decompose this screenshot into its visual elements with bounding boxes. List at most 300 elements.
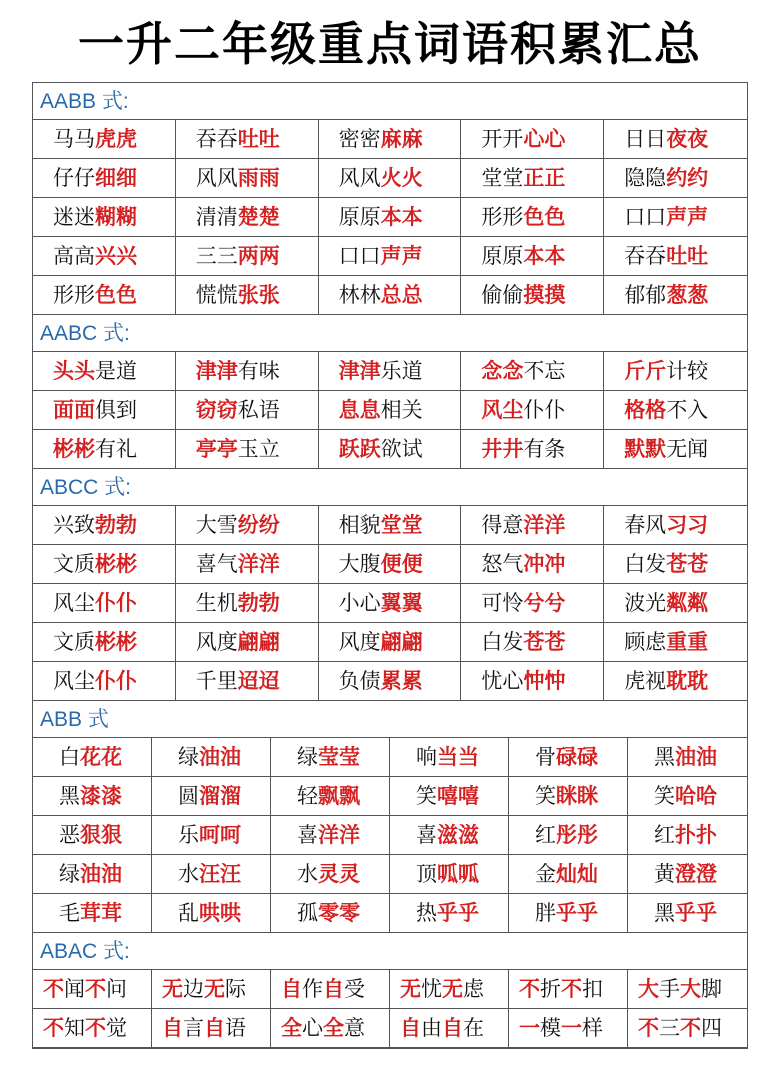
plain-text: 金: [535, 862, 556, 886]
word-cell: [604, 237, 747, 276]
highlight-text: 兴兴: [95, 244, 137, 268]
plain-text: 乐: [178, 823, 199, 847]
plain-text: 不忘: [523, 359, 566, 383]
highlight-text: 声声: [666, 205, 709, 229]
plain-text: 作: [302, 977, 323, 1001]
highlight-text: 迢迢: [237, 669, 280, 693]
highlight-text: 斤斤: [624, 359, 667, 383]
word-cell: [33, 855, 152, 894]
highlight-text: 嘻嘻: [437, 784, 479, 808]
word-cell: [152, 1009, 271, 1048]
word-cell: [319, 430, 462, 469]
plain-text: 慌慌: [195, 283, 238, 307]
highlight-text: 耽耽: [666, 669, 709, 693]
word-cell: [176, 506, 319, 545]
word-cell: [271, 738, 390, 777]
word-cell: [271, 894, 390, 933]
highlight-text: 乎乎: [437, 901, 479, 925]
plain-text: 风尘: [53, 591, 95, 615]
plain-text: 绿: [178, 745, 199, 769]
word-cell: [176, 120, 319, 159]
word-cell: [604, 545, 747, 584]
plain-text: 忧: [421, 977, 442, 1001]
word-grid: [33, 506, 747, 701]
word-cell: [461, 120, 604, 159]
highlight-text: 雨雨: [237, 166, 280, 190]
plain-text: 风风: [338, 166, 381, 190]
highlight-text: 声声: [380, 244, 423, 268]
highlight-text: 灿灿: [556, 862, 598, 886]
plain-text: 四: [701, 1016, 722, 1040]
word-cell: [33, 506, 176, 545]
highlight-text: 灵灵: [318, 862, 360, 886]
highlight-text: 狠狠: [80, 823, 122, 847]
plain-text: 风度: [338, 630, 381, 654]
plain-text: 大腹: [338, 552, 381, 576]
plain-text: 相貌: [338, 513, 381, 537]
plain-text: 恶: [59, 823, 80, 847]
word-cell: [604, 120, 747, 159]
plain-text: 顾虑: [624, 630, 667, 654]
plain-text: 绿: [297, 745, 318, 769]
plain-text: 风尘: [53, 669, 95, 693]
highlight-text: 洋洋: [523, 513, 566, 537]
word-grid: [33, 738, 747, 933]
highlight-text: 窃窃: [195, 398, 238, 422]
highlight-text: 色色: [523, 205, 566, 229]
word-cell: [319, 352, 462, 391]
plain-text: 隐隐: [624, 166, 667, 190]
plain-text: 小心: [338, 591, 381, 615]
plain-text: 波光: [624, 591, 667, 615]
plain-text: 手: [659, 977, 680, 1001]
plain-text: 黑: [654, 745, 675, 769]
word-cell: [604, 198, 747, 237]
plain-text: 原原: [481, 244, 524, 268]
word-cell: [271, 970, 390, 1009]
plain-text: 孤: [297, 901, 318, 925]
word-cell: [604, 276, 747, 315]
word-cell: [604, 159, 747, 198]
plain-text: 仔仔: [53, 166, 95, 190]
word-cell: [176, 159, 319, 198]
highlight-text: 全: [323, 1016, 344, 1040]
highlight-text: 汪汪: [199, 862, 241, 886]
plain-text: 心: [302, 1016, 323, 1040]
plain-text: 三三: [195, 244, 238, 268]
word-cell: [390, 816, 509, 855]
word-cell: [390, 777, 509, 816]
plain-text: 不入: [666, 398, 709, 422]
highlight-text: 约约: [666, 166, 709, 190]
plain-text: 模: [540, 1016, 561, 1040]
plain-text: 高高: [53, 244, 95, 268]
highlight-text: 碌碌: [556, 745, 598, 769]
word-cell: [33, 662, 176, 701]
word-cell: [319, 276, 462, 315]
highlight-text: 累累: [380, 669, 423, 693]
word-cell: [628, 894, 747, 933]
word-cell: [33, 777, 152, 816]
highlight-text: 滋滋: [437, 823, 479, 847]
highlight-text: 彤彤: [556, 823, 598, 847]
highlight-text: 不: [519, 977, 540, 1001]
plain-text: 黑: [654, 901, 675, 925]
word-cell: [33, 545, 176, 584]
highlight-text: 苍苍: [666, 552, 709, 576]
highlight-text: 油油: [675, 745, 717, 769]
word-cell: [152, 970, 271, 1009]
highlight-text: 火火: [380, 166, 423, 190]
highlight-text: 不: [638, 1016, 659, 1040]
word-cell: [461, 237, 604, 276]
plain-text: 语: [225, 1016, 246, 1040]
word-cell: [33, 894, 152, 933]
highlight-text: 勃勃: [237, 591, 280, 615]
highlight-text: 井井: [481, 437, 524, 461]
plain-text: 得意: [481, 513, 524, 537]
highlight-text: 茸茸: [80, 901, 122, 925]
plain-text: 白: [59, 745, 80, 769]
plain-text: 吞吞: [195, 127, 238, 151]
plain-text: 计较: [666, 359, 709, 383]
highlight-text: 彬彬: [53, 437, 95, 461]
highlight-text: 不: [43, 1016, 64, 1040]
highlight-text: 格格: [624, 398, 667, 422]
word-cell: [319, 623, 462, 662]
word-cell: [461, 584, 604, 623]
highlight-text: 仆仆: [95, 591, 137, 615]
plain-text: 虎视: [624, 669, 667, 693]
word-cell: [390, 894, 509, 933]
plain-text: 有礼: [95, 437, 137, 461]
word-cell: [33, 430, 176, 469]
word-cell: [604, 391, 747, 430]
plain-text: 水: [297, 862, 318, 886]
word-cell: [176, 623, 319, 662]
word-cell: [33, 276, 176, 315]
word-cell: [319, 662, 462, 701]
highlight-text: 无: [400, 977, 421, 1001]
highlight-text: 面面: [53, 398, 95, 422]
plain-text: 红: [654, 823, 675, 847]
highlight-text: 无: [204, 977, 225, 1001]
word-cell: [152, 777, 271, 816]
plain-text: 言: [183, 1016, 204, 1040]
plain-text: 响: [416, 745, 437, 769]
plain-text: 大雪: [195, 513, 238, 537]
plain-text: 风度: [195, 630, 238, 654]
highlight-text: 总总: [380, 283, 423, 307]
plain-text: 堂堂: [481, 166, 524, 190]
highlight-text: 全: [281, 1016, 302, 1040]
word-cell: [509, 738, 628, 777]
word-cell: [271, 816, 390, 855]
plain-text: 骨: [535, 745, 556, 769]
highlight-text: 糊糊: [95, 205, 137, 229]
plain-text: 文质: [53, 552, 95, 576]
plain-text: 密密: [338, 127, 381, 151]
highlight-text: 楚楚: [237, 205, 280, 229]
highlight-text: 洋洋: [237, 552, 280, 576]
plain-text: 形形: [53, 283, 95, 307]
highlight-text: 心心: [523, 127, 566, 151]
word-cell: [152, 816, 271, 855]
highlight-text: 色色: [95, 283, 137, 307]
word-cell: [176, 584, 319, 623]
word-cell: [604, 506, 747, 545]
highlight-text: 不: [85, 977, 106, 1001]
plain-text: 喜: [297, 823, 318, 847]
word-cell: [271, 777, 390, 816]
plain-text: 乱: [178, 901, 199, 925]
word-cell: [176, 352, 319, 391]
word-cell: [461, 198, 604, 237]
plain-text: 林林: [338, 283, 381, 307]
highlight-text: 自: [400, 1016, 421, 1040]
highlight-text: 呵呵: [199, 823, 241, 847]
word-cell: [628, 1009, 747, 1048]
highlight-text: 纷纷: [237, 513, 280, 537]
plain-text: 在: [463, 1016, 484, 1040]
word-cell: [33, 237, 176, 276]
plain-text: 绿: [59, 862, 80, 886]
plain-text: 问: [106, 977, 127, 1001]
section-header: ABB 式: [33, 701, 747, 738]
highlight-text: 乎乎: [675, 901, 717, 925]
highlight-text: 自: [323, 977, 344, 1001]
word-cell: [461, 662, 604, 701]
plain-text: 日日: [624, 127, 667, 151]
word-cell: [628, 777, 747, 816]
plain-text: 轻: [297, 784, 318, 808]
word-cell: [461, 352, 604, 391]
plain-text: 形形: [481, 205, 524, 229]
highlight-text: 莹莹: [318, 745, 360, 769]
plain-text: 扣: [582, 977, 603, 1001]
highlight-text: 津津: [195, 359, 238, 383]
plain-text: 际: [225, 977, 246, 1001]
plain-text: 俱到: [95, 398, 137, 422]
plain-text: 开开: [481, 127, 524, 151]
highlight-text: 吐吐: [666, 244, 709, 268]
highlight-text: 习习: [666, 513, 709, 537]
plain-text: 负债: [338, 669, 381, 693]
highlight-text: 大: [638, 977, 659, 1001]
plain-text: 顶: [416, 862, 437, 886]
plain-text: 由: [421, 1016, 442, 1040]
highlight-text: 一: [519, 1016, 540, 1040]
section-header: ABAC 式:: [33, 933, 747, 970]
word-cell: [390, 738, 509, 777]
word-cell: [33, 738, 152, 777]
plain-text: 闻: [64, 977, 85, 1001]
plain-text: 笑: [416, 784, 437, 808]
word-cell: [176, 237, 319, 276]
plain-text: 忧心: [481, 669, 524, 693]
word-cell: [271, 855, 390, 894]
plain-text: 玉立: [237, 437, 280, 461]
word-grid: [33, 352, 747, 469]
highlight-text: 扑扑: [675, 823, 717, 847]
plain-text: 圆: [178, 784, 199, 808]
word-cell: [628, 738, 747, 777]
highlight-text: 津津: [338, 359, 381, 383]
highlight-text: 翼翼: [380, 591, 423, 615]
word-cell: [319, 506, 462, 545]
highlight-text: 溜溜: [199, 784, 241, 808]
word-table: [32, 82, 748, 1049]
word-cell: [628, 855, 747, 894]
word-cell: [461, 276, 604, 315]
word-cell: [319, 237, 462, 276]
highlight-text: 无: [442, 977, 463, 1001]
plain-text: 春风: [624, 513, 667, 537]
word-cell: [176, 545, 319, 584]
plain-text: 水: [178, 862, 199, 886]
highlight-text: 不: [561, 977, 582, 1001]
highlight-text: 亭亭: [195, 437, 238, 461]
plain-text: 样: [582, 1016, 603, 1040]
word-cell: [176, 198, 319, 237]
plain-text: 马马: [53, 127, 95, 151]
plain-text: 有味: [237, 359, 280, 383]
highlight-text: 两两: [237, 244, 280, 268]
highlight-text: 花花: [80, 745, 122, 769]
word-cell: [319, 159, 462, 198]
plain-text: 喜: [416, 823, 437, 847]
plain-text: 吞吞: [624, 244, 667, 268]
plain-text: 清清: [195, 205, 238, 229]
plain-text: 千里: [195, 669, 238, 693]
highlight-text: 息息: [338, 398, 381, 422]
highlight-text: 自: [162, 1016, 183, 1040]
plain-text: 毛: [59, 901, 80, 925]
highlight-text: 翩翩: [380, 630, 423, 654]
highlight-text: 头头: [53, 359, 95, 383]
word-cell: [33, 623, 176, 662]
plain-text: 三: [659, 1016, 680, 1040]
word-cell: [319, 391, 462, 430]
word-cell: [628, 970, 747, 1009]
highlight-text: 油油: [80, 862, 122, 886]
plain-text: 笑: [654, 784, 675, 808]
word-cell: [604, 430, 747, 469]
highlight-text: 翩翩: [237, 630, 280, 654]
plain-text: 口口: [338, 244, 381, 268]
highlight-text: 澄澄: [675, 862, 717, 886]
highlight-text: 兮兮: [523, 591, 566, 615]
highlight-text: 眯眯: [556, 784, 598, 808]
word-cell: [152, 738, 271, 777]
highlight-text: 细细: [95, 166, 137, 190]
highlight-text: 跃跃: [338, 437, 381, 461]
plain-text: 私语: [237, 398, 280, 422]
word-cell: [33, 584, 176, 623]
highlight-text: 呱呱: [437, 862, 479, 886]
word-cell: [33, 159, 176, 198]
plain-text: 偷偷: [481, 283, 524, 307]
plain-text: 边: [183, 977, 204, 1001]
word-cell: [509, 970, 628, 1009]
word-cell: [271, 1009, 390, 1048]
highlight-text: 堂堂: [380, 513, 423, 537]
word-cell: [509, 1009, 628, 1048]
plain-text: 兴致: [53, 513, 95, 537]
highlight-text: 虎虎: [95, 127, 137, 151]
highlight-text: 不: [680, 1016, 701, 1040]
highlight-text: 本本: [380, 205, 423, 229]
highlight-text: 夜夜: [666, 127, 709, 151]
plain-text: 乐道: [380, 359, 423, 383]
highlight-text: 摸摸: [523, 283, 566, 307]
plain-text: 知: [64, 1016, 85, 1040]
plain-text: 黑: [59, 784, 80, 808]
highlight-text: 自: [204, 1016, 225, 1040]
highlight-text: 重重: [666, 630, 709, 654]
highlight-text: 彬彬: [95, 630, 137, 654]
plain-text: 仆仆: [523, 398, 566, 422]
word-cell: [390, 855, 509, 894]
plain-text: 欲试: [380, 437, 423, 461]
highlight-text: 默默: [624, 437, 667, 461]
word-cell: [319, 545, 462, 584]
highlight-text: 便便: [380, 552, 423, 576]
plain-text: 迷迷: [53, 205, 95, 229]
word-cell: [461, 391, 604, 430]
word-cell: [509, 894, 628, 933]
highlight-text: 苍苍: [523, 630, 566, 654]
highlight-text: 自: [281, 977, 302, 1001]
word-cell: [604, 662, 747, 701]
plain-text: 觉: [106, 1016, 127, 1040]
highlight-text: 麻麻: [380, 127, 423, 151]
plain-text: 胖: [535, 901, 556, 925]
highlight-text: 哈哈: [675, 784, 717, 808]
plain-text: 可怜: [481, 591, 524, 615]
word-cell: [176, 276, 319, 315]
plain-text: 郁郁: [624, 283, 667, 307]
highlight-text: 零零: [318, 901, 360, 925]
highlight-text: 忡忡: [523, 669, 566, 693]
word-cell: [176, 662, 319, 701]
word-cell: [604, 623, 747, 662]
section-header: AABB 式:: [33, 83, 747, 120]
plain-text: 怒气: [481, 552, 524, 576]
word-cell: [33, 1009, 152, 1048]
word-cell: [319, 120, 462, 159]
word-cell: [461, 430, 604, 469]
plain-text: 无闻: [666, 437, 709, 461]
word-cell: [33, 352, 176, 391]
highlight-text: 吐吐: [237, 127, 280, 151]
highlight-text: 张张: [237, 283, 280, 307]
highlight-text: 正正: [523, 166, 566, 190]
word-cell: [152, 855, 271, 894]
word-grid: [33, 120, 747, 315]
highlight-text: 自: [442, 1016, 463, 1040]
plain-text: 相关: [380, 398, 423, 422]
plain-text: 红: [535, 823, 556, 847]
highlight-text: 本本: [523, 244, 566, 268]
plain-text: 虑: [463, 977, 484, 1001]
word-cell: [390, 970, 509, 1009]
highlight-text: 不: [43, 977, 64, 1001]
highlight-text: 一: [561, 1016, 582, 1040]
word-cell: [319, 198, 462, 237]
highlight-text: 风尘: [481, 398, 524, 422]
plain-text: 脚: [701, 977, 722, 1001]
